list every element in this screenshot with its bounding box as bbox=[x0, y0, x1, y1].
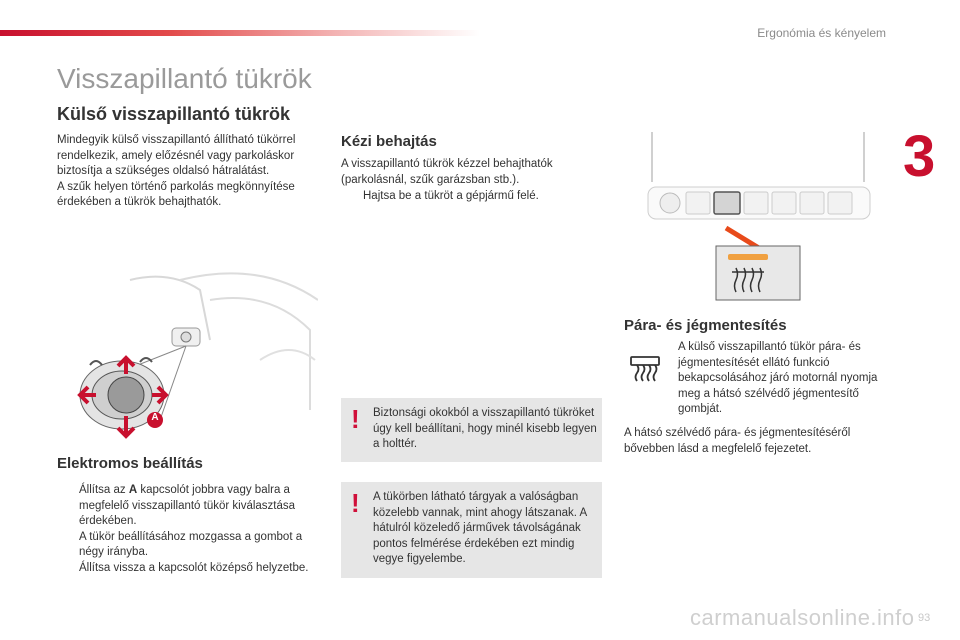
warning-box-2 bbox=[341, 482, 602, 578]
defrost-instruction: A külső visszapillantó tükör pára- és jégmentesítését ellátó funkció bekapcsolásához járó motornál nyomja meg a hátsó szélvédő jégmentesítő gombját. bbox=[678, 341, 878, 415]
warning-icon: ! bbox=[351, 488, 360, 518]
page-number: 93 bbox=[918, 612, 931, 624]
external-paragraph-1: Mindegyik külső visszapillantó állítható tükörrel rendelkezik, amely előzésnél vagy parkoláskor biztosítja a szükséges oldalsó hátralátást. bbox=[57, 134, 296, 177]
electric-step-2: A tükör beállításához mozgassa a gombot a négy irányba. bbox=[79, 530, 303, 558]
chapter-number: 3 bbox=[903, 124, 936, 189]
switch-a-label: A bbox=[128, 484, 138, 496]
warning-icon: ! bbox=[351, 404, 360, 434]
electric-adjustment-heading: Elektromos beállítás bbox=[57, 455, 203, 472]
rear-defrost-icon-glyph bbox=[628, 352, 662, 382]
electric-step-1: Állítsa az A kapcsolót jobbra vagy balra a megfelelő visszapillantó tükör kiválasztása érdekében. bbox=[79, 484, 296, 527]
defrost-reference-text: A hátsó szélvédő pára- és jégmentesítéséről bővebben lásd a megfelelő fejezetet. bbox=[624, 427, 851, 455]
warning-text-2: A tükörben látható tárgyak a valóságban közelebb vannak, mint ahogy látszanak. A hátulról közeledő járművek távolságának pontos felmérése érdekében ezt mindig vegye figyelembe. bbox=[373, 491, 587, 565]
external-mirrors-text bbox=[57, 133, 319, 211]
mirror-control-drawing bbox=[60, 270, 318, 442]
manual-step-1: Hajtsa be a tükröt a gépjármű felé. bbox=[363, 190, 539, 202]
manual-folding-text: A visszapillantó tükrök kézzel behajthatók (parkolásnál, szűk garázsban stb.). bbox=[341, 158, 553, 186]
watermark: carmanualsonline.info bbox=[690, 605, 915, 630]
mirror-control-illustration bbox=[60, 270, 318, 442]
electric-step-3: Állítsa vissza a kapcsolót középső helyzetbe. bbox=[79, 561, 309, 574]
callout-a-label: A bbox=[151, 412, 159, 423]
page-title: Visszapillantó tükrök bbox=[57, 63, 312, 94]
defrost-heading: Pára- és jégmentesítés bbox=[624, 317, 787, 334]
defrost-button-illustration bbox=[624, 132, 886, 304]
manual-folding-heading: Kézi behajtás bbox=[341, 133, 437, 150]
dashboard-drawing bbox=[624, 132, 886, 304]
section-title: Ergonómia és kényelem bbox=[757, 26, 886, 40]
top-accent-bar bbox=[0, 30, 480, 36]
warning-text-1: Biztonsági okokból a visszapillantó tükröket úgy kell beállítani, hogy minél kisebb legyen a holttér. bbox=[373, 407, 597, 450]
external-paragraph-2: A szűk helyen történő parkolás megkönnyítése érdekében a tükrök behajthatók. bbox=[57, 180, 295, 208]
external-mirrors-heading: Külső visszapillantó tükrök bbox=[57, 104, 291, 124]
warning-box-1 bbox=[341, 398, 602, 462]
manual-folding-steps bbox=[341, 189, 603, 205]
rear-defrost-icon bbox=[628, 352, 662, 382]
electric-adjustment-steps bbox=[57, 483, 319, 576]
